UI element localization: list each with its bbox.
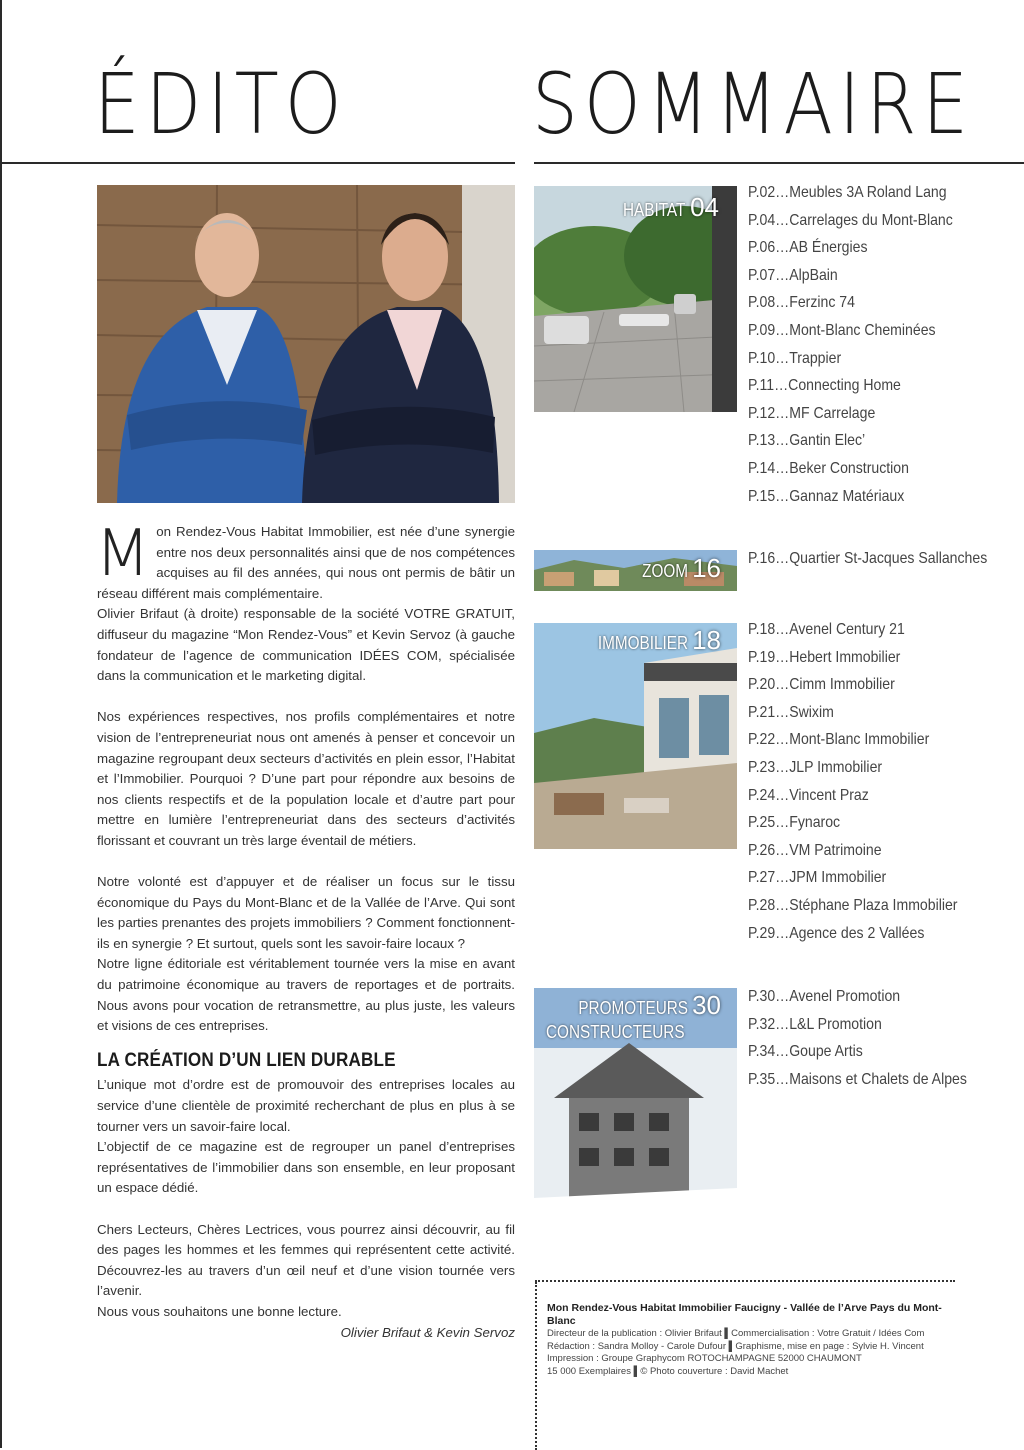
toc-entry[interactable]: P.02…Meubles 3A Roland Lang	[748, 184, 947, 201]
zoom-section-image	[534, 550, 737, 591]
edito-heading: LA CRÉATION D’UN LIEN DURABLE	[97, 1049, 396, 1071]
toc-entry[interactable]: P.14…Beker Construction	[748, 459, 909, 477]
toc-entry[interactable]: P.23…JLP Immobilier	[748, 758, 883, 776]
toc-entry[interactable]: P.07…AlpBain	[748, 266, 838, 284]
toc-entry[interactable]: P.09…Mont-Blanc Cheminées	[748, 321, 936, 339]
colophon-line: 15 000 Exemplaires ▌© Photo couverture : David Machet	[547, 1365, 789, 1377]
dropcap-letter: M	[95, 517, 151, 591]
toc-entry[interactable]: P.22…Mont-Blanc Immobilier	[748, 731, 930, 749]
edito-paragraph: Olivier Brifaut (à droite) responsable de la société VOTRE GRATUIT, diffuseur du magazine “Mon Rendez-Vous” et Kevin Servoz (à gauche fondateur de l’agence de communication IDÉES COM, spécialisée dans la communication et le marketing digital.	[97, 606, 515, 684]
toc-entry[interactable]: P.20…Cimm Immobilier	[748, 676, 895, 694]
promoteurs-section-image	[534, 988, 737, 1214]
habitat-section-image	[534, 186, 737, 412]
toc-entry[interactable]: P.24…Vincent Praz	[748, 786, 869, 804]
toc-entry[interactable]: P.04…Carrelages du Mont-Blanc	[748, 211, 953, 229]
edito-paragraph: Chers Lecteurs, Chères Lectrices, vous pourrez ainsi découvrir, au fil des pages les hommes et les femmes qui représentent cette activité. Découvrez-les au travers d’un œil neuf et d’une vision tournée vers l’avenir.	[97, 1221, 515, 1299]
page-edge-rule	[0, 0, 2, 1448]
toc-entry[interactable]: P.25…Fynaroc	[748, 814, 841, 832]
toc-entry[interactable]: P.32…L&L Promotion	[748, 1015, 882, 1033]
zoom-label: ZOOM 16	[641, 553, 721, 583]
toc-entry[interactable]: P.16…Quartier St-Jacques Sallanches	[748, 550, 988, 567]
immobilier-toc	[748, 616, 986, 947]
promoteurs-toc	[748, 983, 997, 1093]
promoteurs-label: PROMOTEURS 30	[577, 990, 721, 1020]
toc-entry[interactable]: P.27…JPM Immobilier	[748, 869, 887, 887]
edito-paragraph: Nos expériences respectives, nos profils complémentaires et notre vision de l’entrepreneuriat nous ont amenés à penser et concevoir un magazine regroupant deux secteurs d’activités en plein essor, l’Habitat et l’Immobilier. Pourquoi ? D’une part pour répondre aux besoins de nos clients respectifs et de la population locale et d’autre part pour mettre en lumière l’entrepreneuriat dans des secteurs d’activités florissant et couvrant un très large éventail de métiers.	[97, 709, 515, 848]
zoom-toc	[748, 545, 1020, 573]
toc-entry[interactable]: P.35…Maisons et Chalets de Alpes	[748, 1070, 967, 1088]
toc-entry[interactable]: P.21…Swixim	[748, 703, 834, 721]
constructeurs-label: CONSTRUCTEURS	[546, 1022, 685, 1042]
edito-paragraph: L’unique mot d’ordre est de promouvoir des entreprises locales au service d’une clientèle de proximité recherchant de plus en plus à se tourner vers un savoir-faire local.	[97, 1077, 515, 1134]
immobilier-section-image	[534, 623, 737, 849]
toc-entry[interactable]: P.29…Agence des 2 Vallées	[748, 924, 925, 942]
toc-entry[interactable]: P.26…VM Patrimoine	[748, 841, 882, 859]
toc-entry[interactable]: P.06…AB Énergies	[748, 239, 868, 257]
habitat-toc	[748, 179, 981, 510]
toc-entry[interactable]: P.18…Avenel Century 21	[748, 621, 905, 638]
sommaire-title: SOMMAIRE	[532, 55, 975, 153]
colophon-line: Rédaction : Sandra Molloy - Carole Dufour ▌Graphisme, mise en page : Sylvie H. Vincent	[547, 1340, 924, 1352]
immobilier-label: IMMOBILIER 18	[597, 625, 721, 655]
colophon-dotted-rule	[535, 1282, 537, 1450]
colophon-line: Impression : Groupe Graphycom ROTOCHAMPAGNE 52000 CHAUMONT	[547, 1353, 862, 1364]
toc-entry[interactable]: P.34…Goupe Artis	[748, 1043, 863, 1061]
edito-paragraph: Notre volonté est d’appuyer et de réaliser un focus sur le tissu économique du Pays du Mont-Blanc et de la Vallée de l’Arve. Qui sont les parties prenantes des projets immobiliers ? Comment fonctionnent-ils en synergie ? Et surtout, quels sont les savoir-faire locaux ?	[97, 874, 515, 951]
edito-paragraph: L’objectif de ce magazine est de regrouper un panel d’entreprises représentatives de l’immobilier dans son ensemble, en leur proposant un espace dédié.	[97, 1139, 515, 1196]
colophon-title: Mon Rendez-Vous Habitat Immobilier Faucigny - Vallée de l’Arve Pays du Mont-Blanc	[547, 1302, 942, 1327]
toc-entry[interactable]: P.30…Avenel Promotion	[748, 988, 901, 1005]
toc-entry[interactable]: P.10…Trappier	[748, 349, 842, 367]
edito-paragraph: Nous vous souhaitons une bonne lecture.	[97, 1303, 342, 1319]
founders-photo	[97, 185, 515, 503]
toc-entry[interactable]: P.15…Gannaz Matériaux	[748, 487, 905, 505]
sommaire-rule	[534, 162, 1024, 164]
toc-entry[interactable]: P.08…Ferzinc 74	[748, 294, 855, 312]
colophon	[535, 1280, 955, 1378]
edito-signature: Olivier Brifaut & Kevin Servoz	[340, 1324, 515, 1340]
habitat-label: HABITAT 04	[623, 192, 719, 222]
toc-entry[interactable]: P.11…Connecting Home	[748, 377, 901, 395]
toc-entry[interactable]: P.12…MF Carrelage	[748, 404, 876, 422]
edito-title: ÉDITO	[94, 55, 348, 153]
toc-entry[interactable]: P.13…Gantin Elec’	[748, 432, 866, 450]
edito-rule	[0, 162, 515, 164]
toc-entry[interactable]: P.19…Hebert Immobilier	[748, 648, 901, 666]
edito-intro: Mon Rendez-Vous Habitat Immobilier, est née d’une synergie entre nos deux personnalités ainsi que de nos compétences acquises au fil des années, qui nous ont permis de bâtir un réseau différent mais complémentaire.	[95, 517, 515, 601]
toc-entry[interactable]: P.28…Stéphane Plaza Immobilier	[748, 896, 958, 914]
edito-body	[95, 517, 515, 1343]
colophon-line: Directeur de la publication : Olivier Brifaut ▌Commercialisation : Votre Gratuit / Idées Com	[547, 1328, 925, 1339]
edito-paragraph: Notre ligne éditoriale est véritablement tournée vers la mise en avant du patrimoine économique au travers de reportages et de portraits. Nous avons pour vocation de retransmettre, au plus juste, les valeurs et visions de ces entreprises.	[97, 956, 515, 1034]
